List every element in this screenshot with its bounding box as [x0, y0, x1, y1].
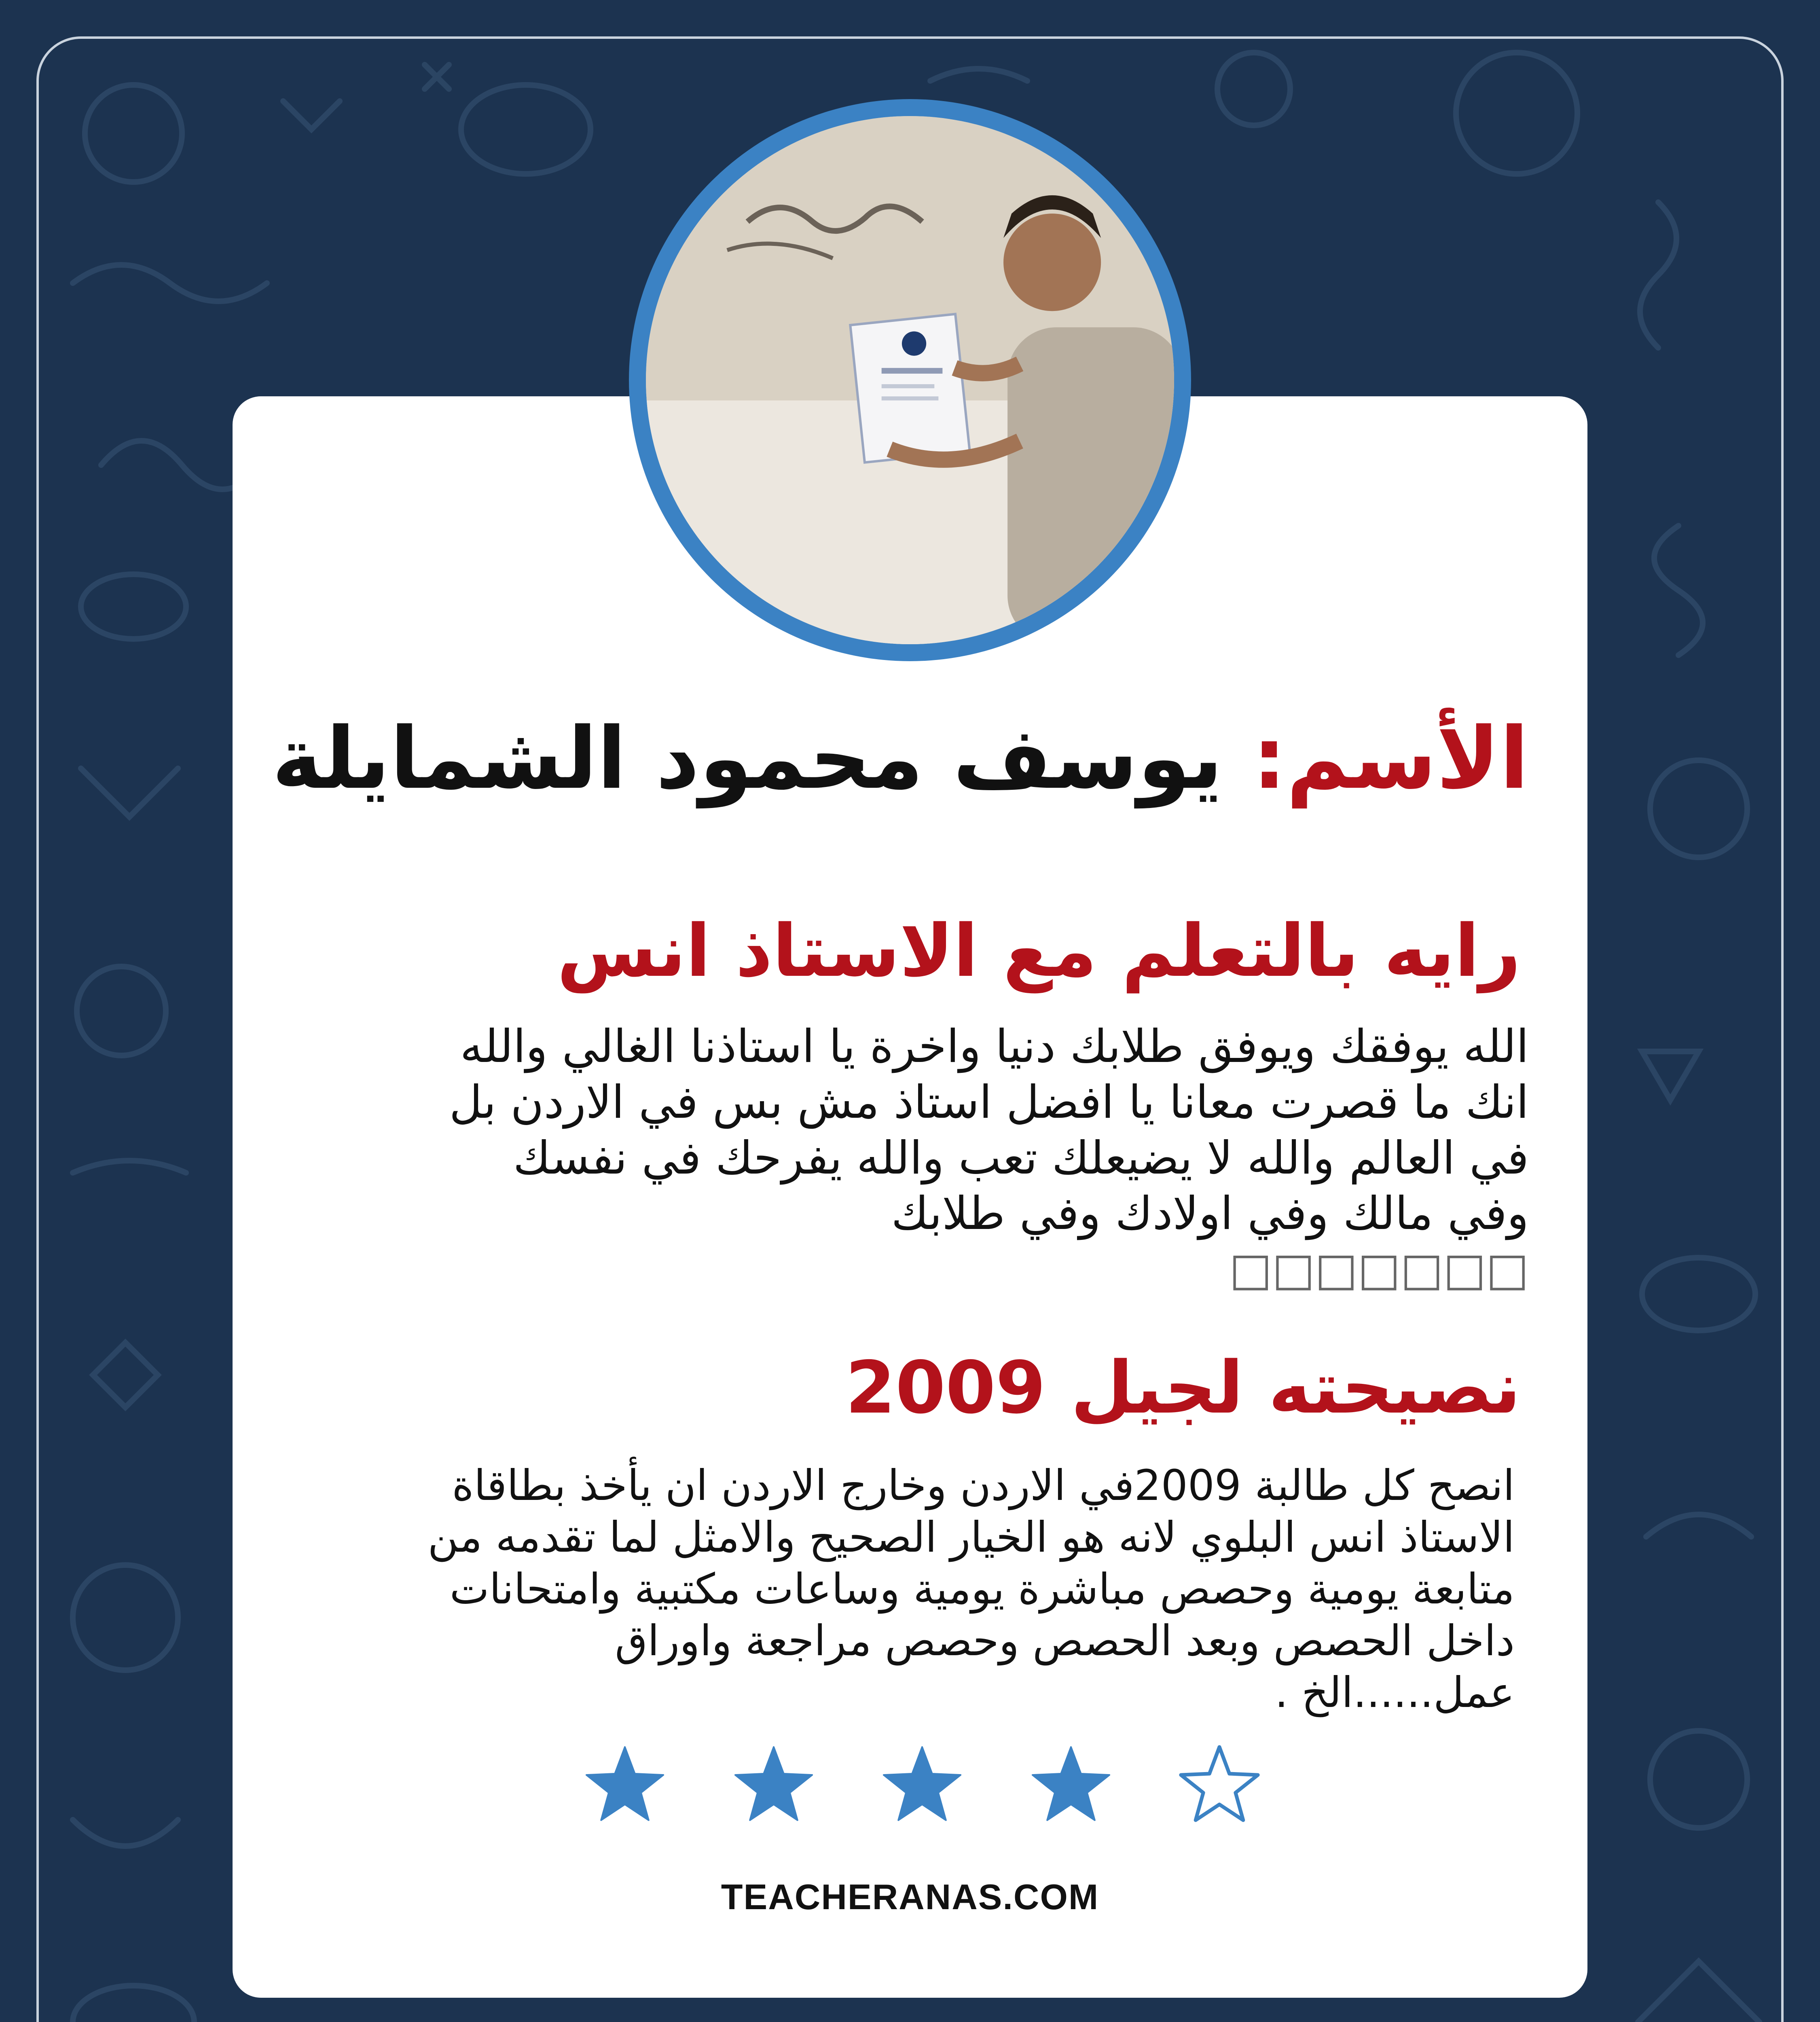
student-name: يوسف محمود الشمايلة: [272, 709, 1223, 808]
opinion-trailing-glyphs: □□□□□□□: [1229, 1243, 1529, 1296]
avatar: [629, 99, 1191, 661]
star-empty-icon: [1173, 1739, 1266, 1832]
student-photo: [646, 116, 1174, 644]
name-label: الأسم:: [1252, 709, 1529, 808]
advice-title: نصيحته لجيل 2009: [845, 1346, 1521, 1430]
star-filled-icon: [1024, 1739, 1117, 1832]
opinion-title: رايه بالتعلم مع الاستاذ انس: [557, 909, 1521, 993]
star-filled-icon: [578, 1739, 671, 1832]
student-name-line: [272, 709, 1529, 808]
opinion-text-content: الله يوفقك ويوفق طلابك دنيا واخرة يا استاذنا الغالي والله انك ما قصرت معانا يا افضل استاذ مش بس في الاردن بل في العالم والله لا يضيعلك تعب والله يفرحك في نفسك وفي مالك وفي اولادك وفي طلابك: [449, 1020, 1529, 1240]
advice-text: انصح كل طالبة 2009في الاردن وخارج الاردن ان يأخذ بطاقاة الاستاذ انس البلوي لانه هو الخيار الصحيح والامثل لما تقدمه من متابعة يومية وحصص مباشرة يومية وساعات مكتبية وامتحانات داخل الحصص وبعد الحصص وحصص مراجعة واوراق عمل......الخ .: [427, 1461, 1515, 1717]
website-url: TEACHERANAS.COM: [721, 1877, 1099, 1917]
opinion-text: [429, 1019, 1529, 1298]
star-filled-icon: [876, 1739, 969, 1832]
star-rating: [578, 1739, 1266, 1832]
star-filled-icon: [727, 1739, 820, 1832]
